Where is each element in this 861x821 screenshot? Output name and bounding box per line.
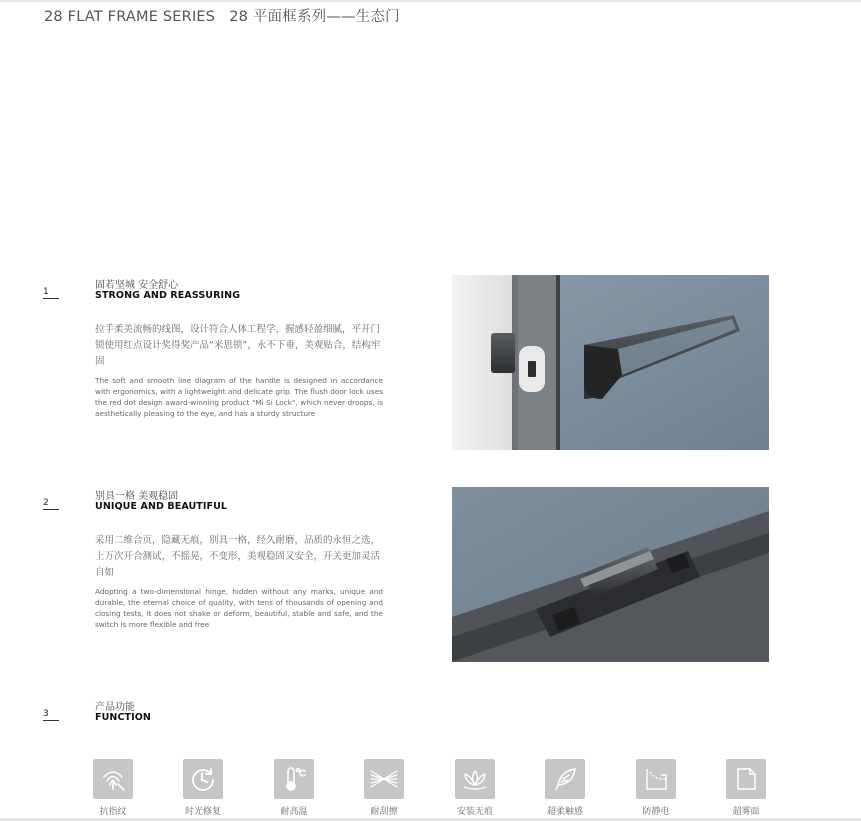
feature-ultra-matte [716, 759, 776, 817]
fingerprint-icon [93, 759, 133, 799]
header-title-cn: 28 平面框系列——生态门 [229, 9, 400, 25]
feature-heat-resistant [264, 759, 324, 817]
feature-soft-touch [535, 759, 595, 817]
feature-scratch-resistant [354, 759, 414, 817]
feature-label: 时光修复 [184, 807, 221, 817]
feature-label: 耐高温 [280, 807, 308, 817]
matte-sheet-icon [726, 759, 766, 799]
section-1-body-cn: 拉手柔美流畅的线图，设计符合人体工程学，握感轻盈细腻，平开门锁使用红点设计奖得奖产品“米思锁”，永不下垂，美观贴合，结构牢固 [95, 324, 381, 367]
clock-repair-icon [183, 759, 223, 799]
page-header [44, 5, 400, 26]
hinge-photo [452, 487, 769, 662]
antistatic-icon [636, 759, 676, 799]
section-3-title-cn: 产品功能 [95, 702, 135, 713]
feature-label: 防静电 [642, 807, 670, 817]
section-1-number: 1 [43, 287, 59, 299]
section-1-body-en: The soft and smooth line diagram of the handle is designed in accordance with ergonomics, with a lightweight and delicate grip. The flush door lock uses the red dot design award-winning product "Mi Si Lock", which never droops, is aesthetically pleasing to the eye, and has a sturdy structure [95, 376, 383, 418]
feature-label: 耐刮擦 [370, 807, 398, 817]
feature-time-repair [173, 759, 233, 817]
feature-traceless-install [445, 759, 505, 817]
thermometer-icon [274, 759, 314, 799]
feature-label: 抗指纹 [99, 807, 127, 817]
feature-anti-fingerprint [83, 759, 143, 817]
section-1-title-cn: 固若坚城 安全舒心 [95, 280, 179, 291]
section-2-number: 2 [43, 498, 59, 510]
feature-label: 超柔触感 [546, 807, 583, 817]
section-2-body-cn: 采用二维合页，隐藏无痕，别具一格，经久耐磨，品质的永恒之选，上万次开合测试，不摇晃，不变形，美观稳固又安全，开关更加灵活自如 [95, 535, 381, 578]
section-2-title-en: UNIQUE AND BEAUTIFUL [95, 501, 228, 512]
feature-label: 超雾面 [732, 807, 760, 817]
feature-antistatic [626, 759, 686, 817]
section-3-number: 3 [43, 709, 59, 721]
scratch-icon [364, 759, 404, 799]
section-2-body-en: Adopting a two-dimensional hinge, hidden without any marks, unique and durable, the eternal choice of quality, with tens of thousands of opening and closing tests, it does not shake or deform, beautiful, stable and safe, and the switch is more flexible and free [95, 587, 383, 629]
lotus-icon [455, 759, 495, 799]
header-title-en: 28 FLAT FRAME SERIES [44, 9, 216, 25]
top-divider [0, 0, 861, 2]
feature-label: 安装无痕 [456, 807, 493, 817]
feather-icon [545, 759, 585, 799]
section-1-title-en: STRONG AND REASSURING [95, 290, 241, 301]
handle-photo [452, 275, 769, 450]
section-2-title-cn: 别具一格 美观稳固 [95, 491, 179, 502]
section-3-title-en: FUNCTION [95, 712, 151, 723]
